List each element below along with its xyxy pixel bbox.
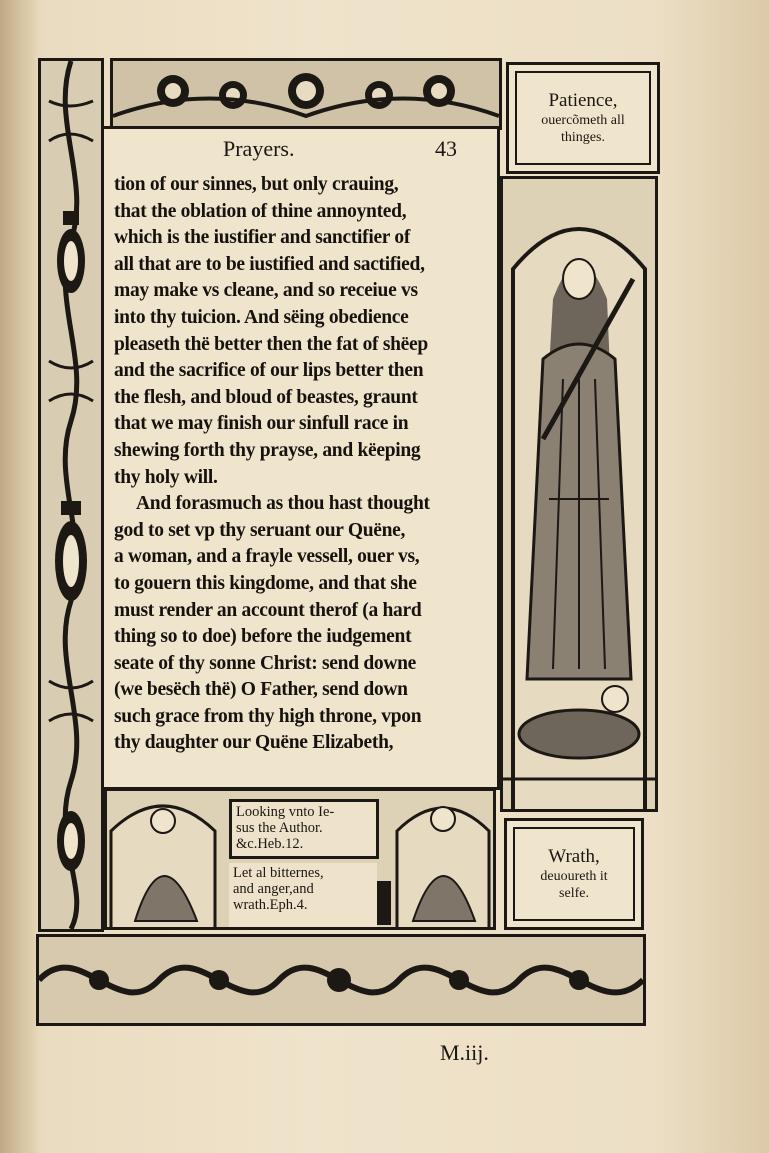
text-line: tion of our sinnes, but only crauing, xyxy=(114,174,399,195)
text-line: thy daughter our Quëne Elizabeth, xyxy=(114,732,394,754)
caption-line: sus the Author. xyxy=(236,820,323,836)
caption-line: Let al bitternes, xyxy=(233,865,324,881)
text-line: into thy tuicion. And sëing obedience xyxy=(114,306,409,328)
motto-line: selfe. xyxy=(559,886,589,901)
caption-line: and anger,and xyxy=(233,881,314,897)
text-line: And forasmuch as thou hast thought xyxy=(136,493,430,515)
binding-gutter xyxy=(0,0,38,1153)
text-line: the flesh, and bloud of beastes, graunt xyxy=(114,386,418,408)
signature-mark: M.iij. xyxy=(440,1040,489,1065)
caption-line: wrath.Eph.4. xyxy=(233,897,308,913)
scroll-ornament-icon xyxy=(39,937,643,1023)
text-line: seate of thy sonne Christ: send downe xyxy=(114,652,416,674)
motto-line: thinges. xyxy=(561,130,605,145)
text-line: such grace from thy high throne, vpon xyxy=(114,705,422,727)
motto-line: Wrath, xyxy=(548,846,600,867)
text-line: pleaseth thë better then the fat of shëep xyxy=(114,333,428,355)
running-header xyxy=(118,136,488,168)
page-number: 43 xyxy=(435,136,457,161)
text-line: to gouern this kingdome, and that she xyxy=(114,572,417,594)
caption-ephesians xyxy=(229,863,377,927)
text-line: (we besëch thë) O Father, send down xyxy=(114,679,408,701)
text-line: all that are to be iustified and sactified, xyxy=(114,253,425,275)
motto-line: ouercõmeth all xyxy=(541,113,625,128)
motto-wrath xyxy=(504,818,644,930)
patience-figure-icon xyxy=(503,179,655,809)
motto-line: Patience, xyxy=(548,90,618,111)
running-title: Prayers. xyxy=(223,136,295,161)
text-line: may make vs cleane, and so receiue vs xyxy=(114,280,418,302)
caption-hebrews xyxy=(229,799,379,859)
left-woodcut-border xyxy=(38,58,104,932)
text-line: that we may finish our sinfull race in xyxy=(114,413,409,435)
text-line: which is the iustifier and sanctifier of xyxy=(114,227,411,249)
patience-figure-woodcut xyxy=(500,176,658,812)
top-woodcut-banner xyxy=(110,58,502,130)
text-line: and the sacrifice of our lips better then xyxy=(114,360,424,382)
bottom-figures-woodcut xyxy=(104,788,496,930)
text-line: that the oblation of thine annoynted, xyxy=(114,200,407,222)
vine-ornament-icon xyxy=(41,61,101,929)
cherubs-ornament-icon xyxy=(113,61,499,127)
text-line: thy holy will. xyxy=(114,466,218,488)
text-line: a woman, and a frayle vessell, ouer vs, xyxy=(114,546,420,568)
motto-patience xyxy=(506,62,660,174)
caption-line: Looking vnto Ie- xyxy=(236,804,335,820)
text-line: thing so to doe) before the iudgement xyxy=(114,626,412,648)
motto-line: deuoureth it xyxy=(540,869,608,884)
text-line: must render an account therof (a hard xyxy=(114,599,422,621)
caption-line: &c.Heb.12. xyxy=(236,836,304,852)
prayer-text xyxy=(114,172,496,757)
bottom-woodcut-frieze xyxy=(36,934,646,1026)
text-line: god to set vp thy seruant our Quëne, xyxy=(114,519,406,541)
text-line: shewing forth thy prayse, and këeping xyxy=(114,439,421,461)
